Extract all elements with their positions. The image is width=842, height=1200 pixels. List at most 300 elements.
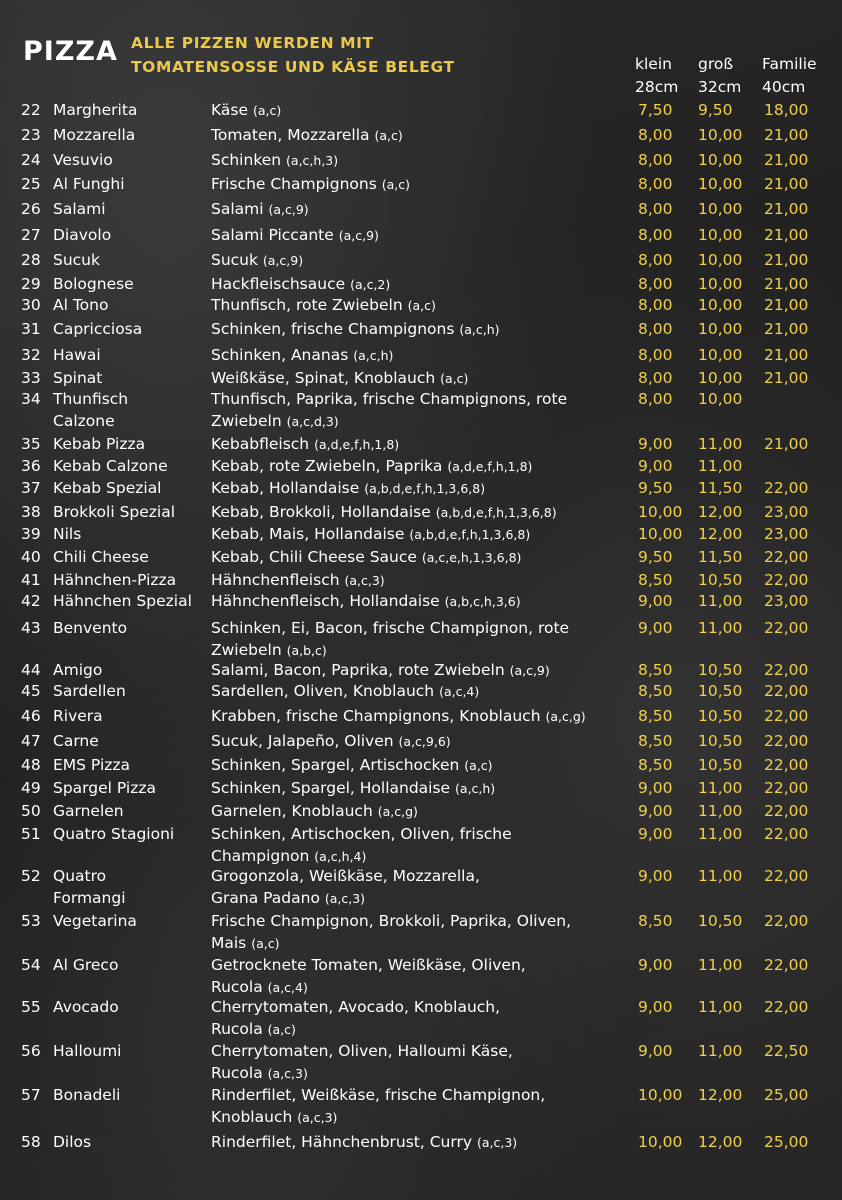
allergen-codes: (a,c) (464, 758, 493, 773)
item-number: 34 (21, 390, 41, 408)
menu-item (0, 997, 842, 1037)
allergen-codes: (a,c,3) (344, 573, 385, 588)
price-familie: 22,00 (764, 707, 809, 725)
allergen-codes: (a,c,9) (338, 228, 379, 243)
item-number: 22 (21, 101, 41, 119)
ingredients-text: Salami (211, 200, 264, 218)
price-familie: 21,00 (764, 320, 809, 338)
item-ingredients (211, 274, 390, 295)
item-name: Kebab Calzone (53, 457, 168, 475)
item-ingredients-line-2 (211, 1019, 296, 1040)
price-familie: 25,00 (764, 1086, 809, 1104)
ingredients-text: Salami Piccante (211, 226, 334, 244)
menu-item (0, 911, 842, 951)
item-ingredients (211, 434, 399, 455)
price-klein: 8,00 (638, 200, 673, 218)
item-name: Salami (53, 200, 106, 218)
item-ingredients: Getrocknete Tomaten, Weißkäse, Oliven, (211, 956, 526, 974)
ingredients-text: Kebab, rote Zwiebeln, Paprika (211, 457, 443, 475)
price-gross: 10,00 (698, 200, 743, 218)
ingredients-text: Weißkäse, Spinat, Knoblauch (211, 369, 436, 387)
ingredients-text: Hackfleischsauce (211, 275, 346, 293)
ingredients-text: Kebab, Chili Cheese Sauce (211, 548, 417, 566)
price-klein: 8,00 (638, 126, 673, 144)
item-number: 24 (21, 151, 41, 169)
ingredients-text: Salami, Bacon, Paprika, rote Zwiebeln (211, 661, 505, 679)
item-number: 31 (21, 320, 41, 338)
item-ingredients (211, 755, 493, 776)
item-number: 25 (21, 175, 41, 193)
price-klein: 8,00 (638, 369, 673, 387)
price-gross: 10,00 (698, 151, 743, 169)
price-familie: 22,00 (764, 661, 809, 679)
item-name: Thunfisch (53, 390, 129, 408)
column-label: Familie (762, 55, 817, 73)
price-klein: 9,50 (638, 548, 673, 566)
allergen-codes: (a,c,4) (267, 980, 308, 995)
price-gross: 10,00 (698, 175, 743, 193)
item-name: Sucuk (53, 251, 100, 269)
price-klein: 8,00 (638, 346, 673, 364)
ingredients-text: Thunfisch, rote Zwiebeln (211, 296, 403, 314)
price-familie: 22,00 (764, 732, 809, 750)
item-name: Dilos (53, 1133, 92, 1151)
allergen-codes: (a,b,d,e,f,h,1,3,6,8) (435, 505, 557, 520)
price-familie: 22,00 (764, 998, 809, 1016)
ingredients-text: Hähnchenfleisch, Hollandaise (211, 592, 440, 610)
item-ingredients (211, 199, 309, 220)
item-number: 37 (21, 479, 41, 497)
item-name: Kebab Pizza (53, 435, 146, 453)
item-name: Quatro Stagioni (53, 825, 175, 843)
item-number: 33 (21, 369, 41, 387)
item-ingredients (211, 174, 410, 195)
ingredients-text: Schinken, Spargel, Artischocken (211, 756, 460, 774)
price-familie: 22,00 (764, 912, 809, 930)
price-klein: 8,00 (638, 320, 673, 338)
price-gross: 12,00 (698, 1133, 743, 1151)
item-number: 26 (21, 200, 41, 218)
allergen-codes: (a,c,9) (509, 663, 550, 678)
allergen-codes: (a,b,d,e,f,h,1,3,6,8) (364, 481, 486, 496)
item-name: Halloumi (53, 1042, 122, 1060)
price-klein: 8,50 (638, 707, 673, 725)
menu-item (0, 389, 842, 429)
price-klein: 8,00 (638, 390, 673, 408)
price-klein: 8,00 (638, 251, 673, 269)
item-name: Rivera (53, 707, 103, 725)
menu-item (0, 1132, 842, 1172)
price-familie: 21,00 (764, 296, 809, 314)
column-header-klein (635, 53, 678, 99)
ingredients-text: Schinken (211, 151, 282, 169)
item-name: Benvento (53, 619, 128, 637)
price-familie: 21,00 (764, 275, 809, 293)
allergen-codes: (a,c,h,4) (314, 849, 367, 864)
price-klein: 8,50 (638, 732, 673, 750)
price-gross: 10,00 (698, 126, 743, 144)
allergen-codes: (a,c,9) (262, 253, 304, 268)
price-gross: 11,00 (698, 825, 743, 843)
item-name: Nils (53, 525, 82, 543)
price-familie: 23,00 (764, 592, 809, 610)
item-number: 51 (21, 825, 41, 843)
price-gross: 10,50 (698, 912, 743, 930)
price-gross: 10,00 (698, 226, 743, 244)
item-number: 38 (21, 503, 41, 521)
item-ingredients-line-2 (211, 411, 339, 432)
item-number: 36 (21, 457, 41, 475)
menu-title: PIZZA (23, 36, 118, 67)
price-klein: 10,00 (638, 1133, 683, 1151)
item-name: Diavolo (53, 226, 112, 244)
column-header-gross (698, 53, 741, 99)
price-gross: 11,00 (698, 998, 743, 1016)
column-size: 28cm (635, 78, 679, 96)
ingredients-text: Kebabfleisch (211, 435, 310, 453)
menu-item (0, 1041, 842, 1081)
item-ingredients (211, 456, 532, 477)
price-gross: 12,00 (698, 525, 743, 543)
price-familie: 22,00 (764, 479, 809, 497)
item-ingredients (211, 1132, 517, 1153)
item-name: Al Funghi (53, 175, 125, 193)
item-ingredients (211, 591, 521, 612)
ingredients-text: Grana Padano (211, 889, 320, 907)
price-familie: 21,00 (764, 251, 809, 269)
price-klein: 8,50 (638, 571, 673, 589)
price-klein: 10,00 (638, 525, 683, 543)
allergen-codes: (a,c,h) (459, 322, 500, 337)
item-ingredients (211, 295, 436, 316)
item-ingredients (211, 100, 281, 121)
price-klein: 8,50 (638, 912, 673, 930)
item-ingredients (211, 225, 379, 246)
price-gross: 11,50 (698, 548, 743, 566)
ingredients-text: Zwiebeln (211, 641, 282, 659)
price-familie: 22,00 (764, 867, 809, 885)
price-gross: 10,50 (698, 707, 743, 725)
allergen-codes: (a,b,c,h,3,6) (444, 594, 521, 609)
item-name-line-2: Formangi (53, 889, 126, 907)
price-klein: 10,00 (638, 1086, 683, 1104)
price-klein: 9,00 (638, 435, 673, 453)
item-ingredients (211, 319, 500, 340)
price-klein: 8,00 (638, 275, 673, 293)
price-familie: 22,00 (764, 619, 809, 637)
item-ingredients (211, 547, 521, 568)
item-ingredients-line-2 (211, 933, 279, 954)
ingredients-text: Schinken, Spargel, Hollandaise (211, 779, 451, 797)
item-ingredients (211, 731, 451, 752)
item-number: 35 (21, 435, 41, 453)
price-familie: 22,00 (764, 756, 809, 774)
item-name: Garnelen (53, 802, 124, 820)
price-gross: 11,00 (698, 1042, 743, 1060)
allergen-codes: (a,c,3) (267, 1066, 308, 1081)
item-ingredients (211, 681, 479, 702)
item-ingredients (211, 250, 303, 271)
item-number: 29 (21, 275, 41, 293)
price-gross: 12,00 (698, 1086, 743, 1104)
allergen-codes: (a,c,4) (439, 684, 480, 699)
item-name: Al Greco (53, 956, 119, 974)
item-number: 58 (21, 1133, 41, 1151)
item-number: 45 (21, 682, 41, 700)
item-ingredients-line-2 (211, 888, 365, 909)
price-gross: 11,00 (698, 435, 743, 453)
price-klein: 9,00 (638, 956, 673, 974)
item-ingredients-line-2 (211, 1063, 308, 1084)
price-familie: 21,00 (764, 126, 809, 144)
allergen-codes: (a,c,2) (350, 277, 391, 292)
item-name: EMS Pizza (53, 756, 131, 774)
ingredients-text: Sardellen, Oliven, Knoblauch (211, 682, 435, 700)
item-number: 57 (21, 1086, 41, 1104)
price-gross: 10,50 (698, 732, 743, 750)
item-ingredients: Frische Champignon, Brokkoli, Paprika, Oliven, (211, 912, 572, 930)
price-gross: 10,00 (698, 251, 743, 269)
price-klein: 8,00 (638, 296, 673, 314)
item-ingredients (211, 706, 586, 727)
ingredients-text: Zwiebeln (211, 412, 282, 430)
item-number: 40 (21, 548, 41, 566)
ingredients-text: Sucuk, Jalapeño, Oliven (211, 732, 394, 750)
ingredients-text: Kebab, Hollandaise (211, 479, 360, 497)
price-familie: 21,00 (764, 435, 809, 453)
allergen-codes: (a,c,h) (353, 348, 394, 363)
price-gross: 11,00 (698, 457, 743, 475)
item-name: Al Tono (53, 296, 109, 314)
item-name: Capricciosa (53, 320, 143, 338)
allergen-codes: (a,c,3) (324, 891, 366, 906)
item-number: 55 (21, 998, 41, 1016)
ingredients-text: Hähnchenfleisch (211, 571, 340, 589)
price-klein: 9,00 (638, 779, 673, 797)
price-gross: 9,50 (698, 101, 733, 119)
item-name: Hawai (53, 346, 101, 364)
price-gross: 12,00 (698, 503, 743, 521)
item-name: Margherita (53, 101, 138, 119)
allergen-codes: (a,c,g) (545, 709, 586, 724)
price-klein: 9,00 (638, 592, 673, 610)
item-number: 44 (21, 661, 41, 679)
price-gross: 11,00 (698, 867, 743, 885)
item-ingredients: Rinderfilet, Weißkäse, frische Champignon, (211, 1086, 546, 1104)
price-familie: 21,00 (764, 226, 809, 244)
price-familie: 22,50 (764, 1042, 809, 1060)
item-name: Chili Cheese (53, 548, 149, 566)
price-familie: 21,00 (764, 151, 809, 169)
price-familie: 22,00 (764, 548, 809, 566)
column-header-familie (762, 53, 817, 99)
price-familie: 22,00 (764, 825, 809, 843)
price-klein: 8,00 (638, 151, 673, 169)
item-ingredients-line-2 (211, 977, 308, 998)
allergen-codes: (a,c,g) (377, 804, 418, 819)
ingredients-text: Champignon (211, 847, 310, 865)
price-gross: 10,00 (698, 369, 743, 387)
price-familie: 22,00 (764, 779, 809, 797)
menu-item (0, 955, 842, 995)
price-familie: 21,00 (764, 175, 809, 193)
price-gross: 10,00 (698, 275, 743, 293)
price-gross: 10,00 (698, 346, 743, 364)
item-number: 32 (21, 346, 41, 364)
allergen-codes: (a,c,h,3) (286, 153, 339, 168)
item-number: 43 (21, 619, 41, 637)
item-ingredients: Schinken, Artischocken, Oliven, frische (211, 825, 512, 843)
item-name: Vegetarina (53, 912, 137, 930)
item-ingredients-line-2 (211, 640, 327, 661)
allergen-codes: (a,c,d,3) (286, 414, 339, 429)
item-name: Amigo (53, 661, 103, 679)
price-klein: 9,00 (638, 825, 673, 843)
price-klein: 9,00 (638, 619, 673, 637)
item-number: 46 (21, 707, 41, 725)
item-ingredients (211, 150, 338, 171)
ingredients-text: Schinken, Ananas (211, 346, 349, 364)
item-ingredients: Cherrytomaten, Oliven, Halloumi Käse, (211, 1042, 513, 1060)
allergen-codes: (a,c) (374, 128, 403, 143)
item-name: Brokkoli Spezial (53, 503, 176, 521)
ingredients-text: Kebab, Brokkoli, Hollandaise (211, 503, 431, 521)
price-familie: 21,00 (764, 200, 809, 218)
allergen-codes: (a,c,h) (455, 781, 496, 796)
ingredients-text: Kebab, Mais, Hollandaise (211, 525, 405, 543)
allergen-codes: (a,b,c) (286, 643, 327, 658)
item-number: 42 (21, 592, 41, 610)
item-name: Quatro (53, 867, 107, 885)
price-gross: 10,50 (698, 756, 743, 774)
price-familie: 25,00 (764, 1133, 809, 1151)
price-klein: 8,50 (638, 756, 673, 774)
allergen-codes: (a,c) (267, 1022, 296, 1037)
price-familie: 22,00 (764, 956, 809, 974)
allergen-codes: (a,c,9) (268, 202, 309, 217)
item-ingredients (211, 345, 393, 366)
item-name: Bolognese (53, 275, 134, 293)
price-klein: 8,00 (638, 175, 673, 193)
ingredients-text: Rinderfilet, Hähnchenbrust, Curry (211, 1133, 473, 1151)
item-ingredients (211, 502, 557, 523)
item-name: Carne (53, 732, 99, 750)
allergen-codes: (a,c) (440, 371, 469, 386)
allergen-codes: (a,c,3) (297, 1110, 338, 1125)
item-number: 50 (21, 802, 41, 820)
column-label: klein (635, 55, 672, 73)
allergen-codes: (a,b,d,e,f,h,1,3,6,8) (409, 527, 531, 542)
allergen-codes: (a,c) (381, 177, 410, 192)
menu-item (0, 1085, 842, 1125)
price-klein: 9,00 (638, 802, 673, 820)
allergen-codes: (a,c) (251, 936, 280, 951)
price-familie: 21,00 (764, 369, 809, 387)
price-gross: 11,00 (698, 592, 743, 610)
ingredients-text: Rucola (211, 1064, 263, 1082)
item-name-line-2: Calzone (53, 412, 115, 430)
item-name: Vesuvio (53, 151, 113, 169)
item-ingredients: Schinken, Ei, Bacon, frische Champignon, rote (211, 619, 570, 637)
price-klein: 9,50 (638, 479, 673, 497)
price-klein: 7,50 (638, 101, 673, 119)
item-number: 54 (21, 956, 41, 974)
item-ingredients (211, 801, 418, 822)
item-number: 47 (21, 732, 41, 750)
ingredients-text: Sucuk (211, 251, 258, 269)
price-familie: 21,00 (764, 346, 809, 364)
allergen-codes: (a,c,9,6) (398, 734, 451, 749)
item-number: 56 (21, 1042, 41, 1060)
ingredients-text: Tomaten, Mozzarella (211, 126, 370, 144)
price-gross: 10,50 (698, 571, 743, 589)
item-number: 39 (21, 525, 41, 543)
item-name: Kebab Spezial (53, 479, 162, 497)
item-ingredients (211, 778, 495, 799)
item-number: 48 (21, 756, 41, 774)
item-ingredients (211, 125, 403, 146)
subtitle-line-2: TOMATENSOSSE UND KÄSE BELEGT (131, 58, 455, 76)
item-ingredients: Grogonzola, Weißkäse, Mozzarella, (211, 867, 480, 885)
menu-item (0, 824, 842, 864)
menu-item (0, 618, 842, 658)
item-ingredients (211, 570, 385, 591)
item-name: Hähnchen-Pizza (53, 571, 177, 589)
allergen-codes: (a,c,e,h,1,3,6,8) (421, 550, 522, 565)
item-name: Mozzarella (53, 126, 136, 144)
item-name: Spargel Pizza (53, 779, 156, 797)
item-number: 49 (21, 779, 41, 797)
price-familie: 22,00 (764, 682, 809, 700)
price-klein: 8,00 (638, 226, 673, 244)
price-familie: 18,00 (764, 101, 809, 119)
price-gross: 10,50 (698, 661, 743, 679)
item-name: Bonadeli (53, 1086, 121, 1104)
price-familie: 23,00 (764, 503, 809, 521)
price-gross: 10,00 (698, 320, 743, 338)
price-klein: 9,00 (638, 867, 673, 885)
item-ingredients (211, 660, 550, 681)
item-name: Sardellen (53, 682, 126, 700)
item-ingredients-line-2 (211, 1107, 337, 1128)
price-klein: 8,50 (638, 682, 673, 700)
ingredients-text: Frische Champignons (211, 175, 377, 193)
price-familie: 22,00 (764, 802, 809, 820)
ingredients-text: Krabben, frische Champignons, Knoblauch (211, 707, 541, 725)
allergen-codes: (a,d,e,f,h,1,8) (447, 459, 533, 474)
menu-subtitle (131, 31, 455, 79)
item-ingredients (211, 478, 485, 499)
price-gross: 11,00 (698, 956, 743, 974)
price-gross: 10,50 (698, 682, 743, 700)
item-ingredients: Thunfisch, Paprika, frische Champignons, rote (211, 390, 568, 408)
ingredients-text: Garnelen, Knoblauch (211, 802, 373, 820)
ingredients-text: Mais (211, 934, 247, 952)
item-number: 27 (21, 226, 41, 244)
allergen-codes: (a,d,e,f,h,1,8) (314, 437, 400, 452)
item-number: 41 (21, 571, 41, 589)
price-gross: 10,00 (698, 390, 743, 408)
subtitle-line-1: ALLE PIZZEN WERDEN MIT (131, 34, 374, 52)
item-ingredients (211, 524, 530, 545)
ingredients-text: Käse (211, 101, 249, 119)
ingredients-text: Rucola (211, 978, 263, 996)
column-size: 40cm (762, 78, 806, 96)
item-ingredients-line-2 (211, 846, 366, 867)
item-name: Hähnchen Spezial (53, 592, 192, 610)
item-number: 53 (21, 912, 41, 930)
ingredients-text: Rucola (211, 1020, 263, 1038)
